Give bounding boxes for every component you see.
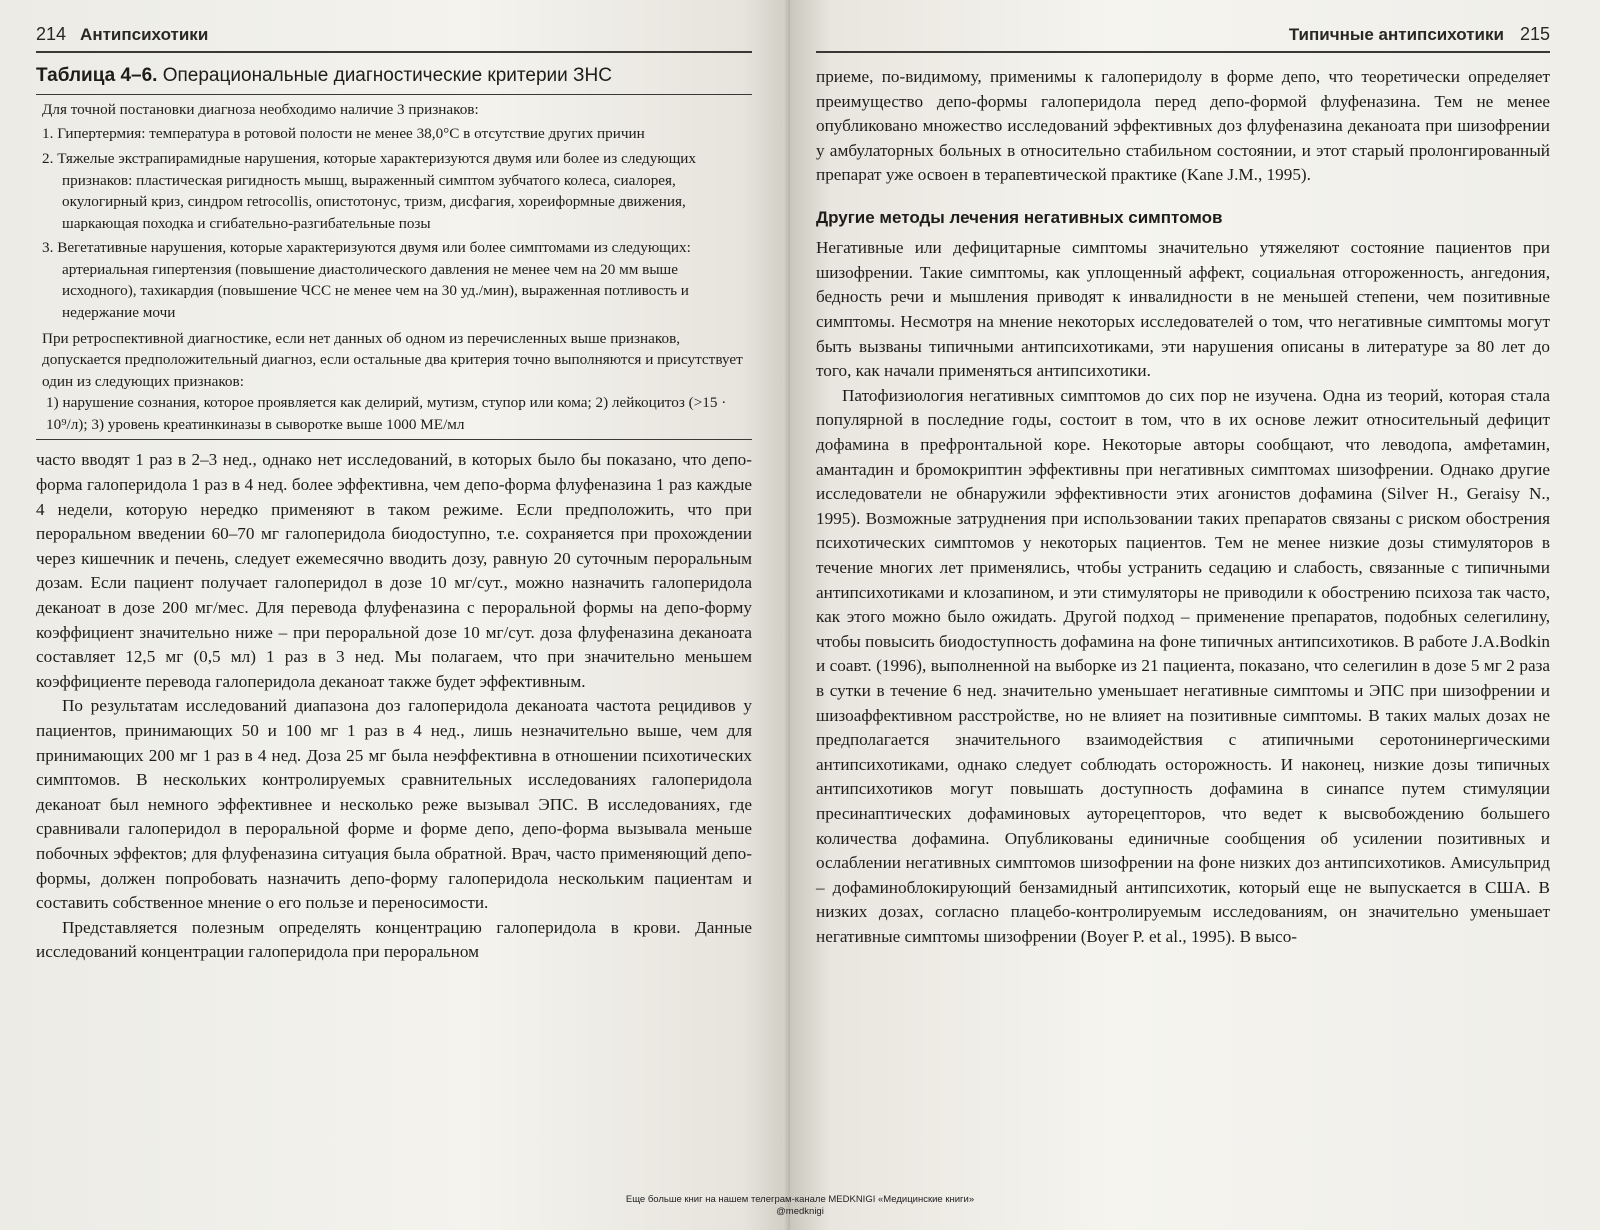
left-paragraph-3: Представляется полезным определять концентрацию галоперидола в крови. Данные исследований концентрации галоперидола при пероральном [36, 917, 752, 962]
footer-watermark [0, 1194, 1600, 1219]
footer-line-1: Еще больше книг на нашем телеграм-канале MEDKNIGI «Медицинские книги» [625, 1194, 975, 1205]
running-head-title-left: Антипсихотики [80, 25, 209, 44]
right-paragraph-1: Негативные или дефицитарные симптомы значительно утяжеляют состояние пациентов при шизофрении. Такие симптомы, как уплощенный аффект, социальная отгороженность, ангедония, бедность речи и мышления приводят к инвалидности в не меньшей степени, чем позитивные симптомы. Несмотря на мнение некоторых исследователей о том, что негативные симптомы могут быть вызваны типичными антипсихотиками, эти нарушения описаны в литературе за 80 лет до того, как начали применяться антипсихотики. [816, 238, 1550, 381]
right-page [790, 0, 1600, 1230]
table-label: Таблица 4–6. [36, 65, 158, 86]
table-intro: Для точной постановки диагноза необходимо наличие 3 признаков: [42, 100, 479, 118]
left-page [0, 0, 790, 1230]
right-body-text [816, 65, 1550, 949]
running-head-left [36, 24, 752, 53]
left-paragraph-2: По результатам исследований диапазона доз галоперидола деканоата частота рецидивов у пациентов, принимающих 50 и 100 мг 1 раз в 4 нед., лишь незначительно выше, чем для принимающих 200 мг 1 раз в 4 нед. Доза 25 мг была неэффективна в отношении психотических симптомов. В нескольких контролируемых сравнительных исследованиях галоперидола деканоат был немного эффективнее и несколько реже вызывал ЭПС. В исследованиях, где сравнивали галоперидол в пероральной форме и форме депо, депо-форма вызывала меньше побочных эффектов; для флуфеназина ситуация была обратной. Врач, часто применяющий депо-формы, должен попробовать назначить депо-форму галоперидола нескольким пациентам и составить собственное мнение о его пользе и переносимости. [36, 696, 752, 913]
page-number-right: 215 [1519, 24, 1550, 44]
running-head-right [816, 24, 1550, 53]
running-head-title-right: Типичные антипсихотики [1288, 25, 1504, 44]
right-lead-paragraph: приеме, по-видимому, применимы к галоперидолу в форме депо, что теоретически определяет преимущество депо-формы галоперидола перед депо-формой флуфеназина. Тем не менее опубликовано множество исследований эффективных доз флуфеназина деканоата при шизофрении у амбулаторных больных в относительно стабильном состоянии, и этот старый пролонгированный препарат уже освоен в терапевтической практике (Kane J.M., 1995). [816, 67, 1550, 185]
left-body-text [36, 448, 752, 964]
retrospective-conditions: 1) нарушение сознания, которое проявляется как делирий, мутизм, ступор или кома; 2) лейкоцитоз (>15 · 10⁹/л); 3) уровень креатинкиназы в сыворотке выше 1000 МЕ/мл [46, 394, 727, 433]
retrospective-note: При ретроспективной диагностике, если нет данных об одном из перечисленных выше признаков, допускается предположительный диагноз, если остальные два критерия точно выполняются и присутствует один из следующих признаков: [42, 329, 743, 390]
section-heading: Другие методы лечения негативных симптомов [816, 207, 1223, 227]
criteria-item-2: 2. Тяжелые экстрапирамидные нарушения, которые характеризуются двумя или более из следующих признаков: пластическая ригидность мышц, выраженный симптом зубчатого колеса, сиалорея, окулогирный криз, синдром retrocollis, опистотонус, тризм, дисфагия, хореиформные движения, шаркающая походка и сгибательно-разгибательные позы [42, 149, 697, 232]
table-caption: Операциональные диагностические критерии ЗНС [162, 65, 612, 86]
table-title [36, 65, 752, 88]
footer-line-2: @medknigi [776, 1206, 824, 1218]
page-number-left: 214 [36, 24, 67, 44]
criteria-item-1: 1. Гипертермия: температура в ротовой полости не менее 38,0°С в отсутствие других причин [42, 125, 645, 143]
criteria-item-3: 3. Вегетативные нарушения, которые характеризуются двумя или более симптомами из следующих: артериальная гипертензия (повышение диастолического давления не менее чем на 20 мм выше исходного), тахикардия (повышение ЧСС не менее чем на 30 уд./мин), выраженная потливость и недержание мочи [42, 239, 691, 321]
criteria-table [36, 94, 752, 441]
left-paragraph-1: часто вводят 1 раз в 2–3 нед., однако нет исследований, в которых было бы показано, что депо-форма галоперидола 1 раз в 4 нед. более эффективна, чем депо-форма флуфеназина 1 раз каждые 4 недели, которую нередко применяют в таком режиме. Если предположить, что при пероральном введении 60–70 мг галоперидола биодоступно, т.е. сохраняется при прохождении через кишечник и печень, следует ежемесячно вводить дозу, равную 20 суточным пероральным дозам. Если пациент получает галоперидол в дозе 10 мг/сут., можно назначить галоперидола деканоат в дозе 200 мг/мес. Для перевода флуфеназина с пероральной формы на депо-форму коэффициент значительно ниже – при пероральной дозе 10 мг/сут. доза флуфеназина деканоата составляет 12,5 мг (0,5 мл) 1 раз в 3 нед. Мы полагаем, что при значительно меньшем коэффициенте перевода галоперидола деканоат также будет эффективным. [36, 450, 752, 691]
right-paragraph-2: Патофизиология негативных симптомов до сих пор не изучена. Одна из теорий, которая стала популярной в последние годы, состоит в том, что в их основе лежит относительный дефицит дофамина в префронтальной коре. Некоторые авторы сообщают, что леводопа, амфетамин, амантадин и бромокриптин эффективны при негативных симптомах шизофрении. Однако другие исследователи не обнаружили эффективности этих агонистов дофамина (Silver H., Geraisy N., 1995). Возможные затруднения при использовании таких препаратов связаны с риском обострения психотических симптомов у некоторых пациентов. Тем не менее низкие дозы стимуляторов в течение многих лет применялись, чтобы устранить седацию и слабость, связанные с типичными антипсихотиками и клозапином, и эти стимуляторы не приводили к обострению психоза так часто, как этого можно было ожидать. Другой подход – применение препаратов, подобных селегилину, чтобы повысить биодоступность дофамина на фоне типичных антипсихотиков. В работе J.A.Bodkin и соавт. (1996), выполненной на выборке из 21 пациента, показано, что селегилин в дозе 5 мг 2 раза в сутки в течение 6 нед. значительно уменьшает негативные симптомы и ЭПС при шизофрении и шизоаффективном расстройстве, но не влияет на позитивные симптомы. В таких малых дозах не предполагается значительного взаимодействия с атипичными серотонинергическими антипсихотиками, однако следует соблюдать осторожность. И наконец, низкие дозы типичных антипсихотиков могут повышать доступность дофамина в синапсе путем стимуляции пресинаптических дофаминовых ауторецепторов, что ведет к высвобождению большего количества дофамина. Опубликованы единичные сообщения об усилении позитивных и ослаблении негативных симптомов шизофрении на фоне низких доз антипсихотиков. Амисульприд – дофаминоблокирующий бензамидный антипсихотик, который еще не выпускается в США. В низких дозах, согласно плацебо-контролируемым исследованиям, он значительно уменьшает негативные симптомы шизофрении (Boyer P. et al., 1995). В высо- [816, 385, 1550, 946]
